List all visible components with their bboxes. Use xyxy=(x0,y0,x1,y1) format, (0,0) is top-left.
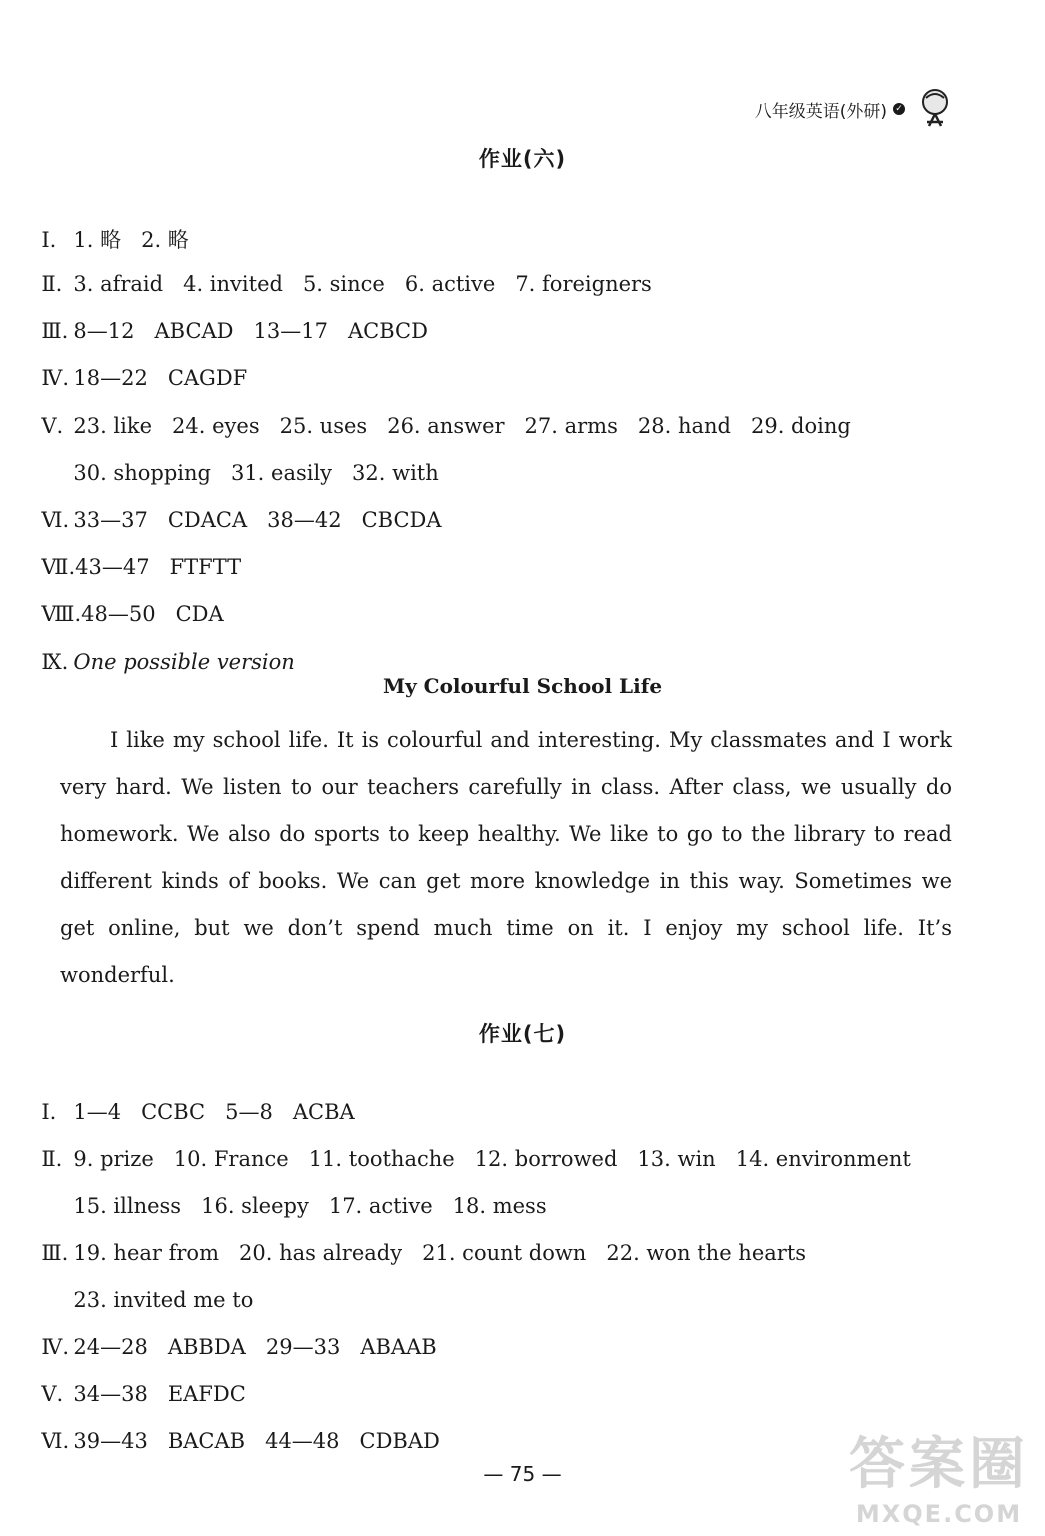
answer-item: 13. win xyxy=(637,1147,716,1171)
answer-item: 32. with xyxy=(352,461,439,485)
answer-item: 11. toothache xyxy=(308,1147,455,1171)
page-header xyxy=(755,86,955,132)
answer-item: 30. shopping xyxy=(73,461,211,485)
part-number: Ⅷ. xyxy=(41,602,82,626)
answer-range: 34—38 xyxy=(73,1382,148,1406)
answer-key: ABCAD xyxy=(154,319,234,343)
answer-item: 26. answer xyxy=(387,414,505,438)
part-number: Ⅶ. xyxy=(41,555,76,579)
answer-range: 38—42 xyxy=(267,508,342,532)
hw6-part-7 xyxy=(28,531,261,579)
hw6-part-5-continued xyxy=(60,437,459,485)
hw6-part-4 xyxy=(28,342,267,390)
homework-6-title: 作业(六) xyxy=(478,147,567,171)
answer-item: 3. afraid xyxy=(73,272,164,296)
answer-range: 29—33 xyxy=(265,1335,341,1359)
part-number: Ⅲ. xyxy=(41,319,69,343)
answer-item: 27. arms xyxy=(524,414,618,438)
part-number: Ⅴ. xyxy=(41,1382,64,1406)
answer-item: 31. easily xyxy=(230,461,333,485)
answer-item: 16. sleepy xyxy=(201,1194,309,1218)
answer-item: 25. uses xyxy=(279,414,368,438)
answer-item: 15. illness xyxy=(73,1194,182,1218)
answer-key: CAGDF xyxy=(167,366,248,390)
part-number: Ⅰ. xyxy=(41,228,57,252)
hw6-part-5 xyxy=(28,390,871,438)
answer-item: 6. active xyxy=(404,272,496,296)
answer-item: 22. won the hearts xyxy=(606,1241,807,1265)
watermark-url: MXQE.COM xyxy=(855,1500,1023,1528)
answer-item: 21. count down xyxy=(422,1241,587,1265)
answer-item: 17. active xyxy=(328,1194,433,1218)
hw6-part-1 xyxy=(28,200,209,254)
answer-item: 24. eyes xyxy=(172,414,260,438)
part-number: Ⅸ. xyxy=(41,650,69,674)
part-number: Ⅰ. xyxy=(41,1100,57,1124)
answer-range: 39—43 xyxy=(73,1429,148,1453)
answer-item: 7. foreigners xyxy=(515,272,652,296)
answer-item: 23. like xyxy=(73,414,153,438)
answer-item: 28. hand xyxy=(637,414,731,438)
answer-range: 48—50 xyxy=(81,602,156,626)
part-number: Ⅵ. xyxy=(41,508,70,532)
version-label: One possible version xyxy=(73,650,295,674)
hw7-part-3-continued xyxy=(60,1264,273,1312)
answer-range: 44—48 xyxy=(265,1429,340,1453)
hw7-part-6 xyxy=(28,1405,460,1453)
answer-item: 1. 略 xyxy=(73,228,122,252)
answer-item: 14. environment xyxy=(735,1147,911,1171)
essay-body: I like my school life. It is colourful and interesting. My classmates and I work very hard. We listen to our teachers carefully in class. After class, we usually do homework. We also do sports to keep healthy. We like to go to the library to read different kinds of books. We can get more knowledge in this way. Sometimes we get online, but we don’t spend much time on it. I enjoy my school life. It’s wonderful. xyxy=(60,728,952,987)
essay-title: My Colourful School Life xyxy=(382,674,663,698)
answer-key: CCBC xyxy=(141,1100,206,1124)
answer-range: 43—47 xyxy=(75,555,150,579)
answer-item: 4. invited xyxy=(183,272,283,296)
answer-item: 19. hear from xyxy=(73,1241,219,1265)
part-number: Ⅴ. xyxy=(41,414,64,438)
part-number: Ⅳ. xyxy=(41,1335,70,1359)
hw7-part-2-continued xyxy=(60,1170,567,1218)
answer-key: ACBA xyxy=(292,1100,355,1124)
answer-key: ABBDA xyxy=(167,1335,246,1359)
watermark-text: 答案圈 xyxy=(849,1432,1029,1497)
answer-range: 24—28 xyxy=(73,1335,148,1359)
answer-item: 18. mess xyxy=(452,1194,547,1218)
answer-key: ACBCD xyxy=(347,319,428,343)
subject-label: 八年级英语(外研) xyxy=(754,101,887,122)
answer-item: 20. has already xyxy=(239,1241,403,1265)
answer-item: 2. 略 xyxy=(141,228,189,252)
answer-range: 8—12 xyxy=(73,319,135,343)
part-number: Ⅳ. xyxy=(41,366,70,390)
watermark-logo xyxy=(849,1420,1029,1528)
answer-range: 18—22 xyxy=(73,366,148,390)
hw7-part-4 xyxy=(28,1311,457,1359)
answer-range: 1—4 xyxy=(73,1100,122,1124)
answer-range: 13—17 xyxy=(253,319,328,343)
answer-key: CBCDA xyxy=(361,508,442,532)
answer-item: 5. since xyxy=(302,272,385,296)
answer-key: ABAAB xyxy=(360,1335,437,1359)
answer-key: CDA xyxy=(175,602,224,626)
part-number: Ⅲ. xyxy=(41,1241,69,1265)
answer-key: BACAB xyxy=(167,1429,246,1453)
page-number: — 75 — xyxy=(483,1462,562,1486)
answer-item: 9. prize xyxy=(73,1147,154,1171)
answer-key: FTFTT xyxy=(169,555,242,579)
hw7-part-2 xyxy=(28,1123,931,1171)
answer-item: 10. France xyxy=(173,1147,289,1171)
hw7-part-3 xyxy=(28,1217,826,1265)
answer-range: 5—8 xyxy=(225,1100,273,1124)
answer-key: EAFDC xyxy=(167,1382,246,1406)
answer-item: 29. doing xyxy=(750,414,851,438)
homework-7-title: 作业(七) xyxy=(478,1022,567,1046)
hw7-part-5 xyxy=(28,1358,266,1406)
part-number: Ⅵ. xyxy=(41,1429,70,1453)
answer-key: CDACA xyxy=(167,508,248,532)
answer-item: 12. borrowed xyxy=(474,1147,618,1171)
answer-range: 33—37 xyxy=(73,508,148,532)
part-number: Ⅱ. xyxy=(41,272,63,296)
hw6-part-2 xyxy=(28,248,672,296)
check-badge-icon: ✓ xyxy=(893,103,905,115)
hw6-part-3 xyxy=(28,295,448,343)
answer-key: CDBAD xyxy=(359,1429,440,1453)
answer-item: 23. invited me to xyxy=(73,1288,254,1312)
part-number: Ⅱ. xyxy=(41,1147,63,1171)
hw7-part-1 xyxy=(28,1076,375,1124)
mascot-icon xyxy=(915,86,955,132)
hw6-part-6 xyxy=(28,484,462,532)
hw6-part-8 xyxy=(28,578,244,626)
hw6-part-9 xyxy=(28,626,295,674)
